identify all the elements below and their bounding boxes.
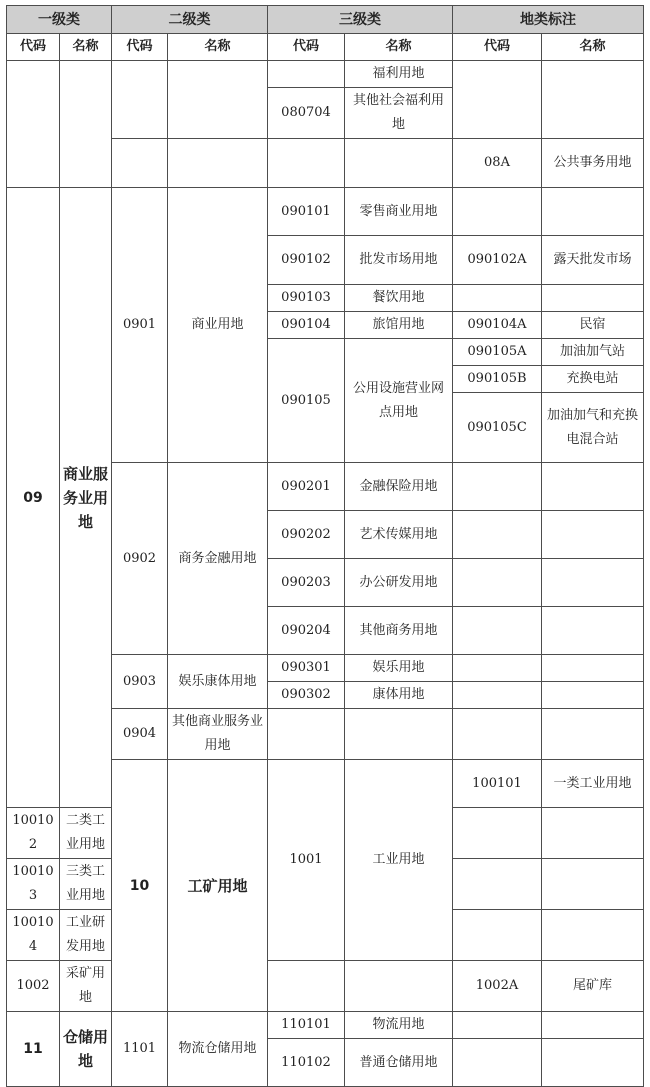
annotation-code-cell bbox=[453, 463, 542, 511]
level3-code-header: 代码 bbox=[268, 34, 345, 61]
level3-code-cell: 100101 bbox=[453, 760, 542, 808]
level2-name-cell: 娱乐康体用地 bbox=[168, 655, 268, 709]
level1-code-cell: 11 bbox=[7, 1012, 60, 1087]
level2-name-cell: 其他商业服务业用地 bbox=[168, 709, 268, 760]
level3-code-cell: 090203 bbox=[268, 559, 345, 607]
level3-code-cell: 090101 bbox=[268, 188, 345, 236]
level3-name-cell bbox=[345, 709, 453, 760]
level3-name-cell: 一类工业用地 bbox=[542, 760, 644, 808]
annotation-name-cell bbox=[542, 511, 644, 559]
level2-code-cell: 0901 bbox=[112, 188, 168, 463]
level3-name-cell: 普通仓储用地 bbox=[345, 1039, 453, 1087]
annotation-name-cell bbox=[542, 859, 644, 910]
level3-code-cell: 100102 bbox=[7, 808, 60, 859]
level2-name-cell bbox=[168, 61, 268, 139]
level2-code-header: 代码 bbox=[112, 34, 168, 61]
level2-name-cell: 商业用地 bbox=[168, 188, 268, 463]
annotation-name-cell: 公共事务用地 bbox=[542, 139, 644, 188]
table-row bbox=[7, 61, 644, 88]
level3-code-cell: 090102 bbox=[268, 236, 345, 285]
level2-code-cell: 0903 bbox=[112, 655, 168, 709]
table-row bbox=[7, 1012, 644, 1039]
level1-name-cell: 仓储用地 bbox=[60, 1012, 112, 1087]
level3-name-cell: 康体用地 bbox=[345, 682, 453, 709]
annotation-code-cell bbox=[453, 910, 542, 961]
level2-name-cell: 商务金融用地 bbox=[168, 463, 268, 655]
level2-code-cell bbox=[112, 61, 168, 139]
annotation-name-cell bbox=[542, 655, 644, 682]
annotation-name-cell bbox=[542, 559, 644, 607]
level3-code-cell: 090103 bbox=[268, 285, 345, 312]
level3-code-cell: 090204 bbox=[268, 607, 345, 655]
level1-name-cell: 工矿用地 bbox=[168, 760, 268, 1012]
level2-code-cell: 1002 bbox=[7, 961, 60, 1012]
level1-code-header: 代码 bbox=[7, 34, 60, 61]
level3-name-cell: 二类工业用地 bbox=[60, 808, 112, 859]
level3-code-cell bbox=[268, 61, 345, 88]
annotation-code-cell bbox=[453, 559, 542, 607]
annotation-name-cell bbox=[542, 607, 644, 655]
level3-code-cell: 110102 bbox=[268, 1039, 345, 1087]
level3-code-cell: 090202 bbox=[268, 511, 345, 559]
annotation-name-cell bbox=[542, 188, 644, 236]
annotation-code-cell: 08A bbox=[453, 139, 542, 188]
level3-name-cell: 公用设施营业网点用地 bbox=[345, 339, 453, 463]
level3-code-cell: 110101 bbox=[268, 1012, 345, 1039]
annotation-code-cell bbox=[453, 808, 542, 859]
level3-code-cell: 090302 bbox=[268, 682, 345, 709]
level3-name-cell: 物流用地 bbox=[345, 1012, 453, 1039]
annotation-name-cell bbox=[542, 682, 644, 709]
level2-code-cell: 0904 bbox=[112, 709, 168, 760]
level3-code-cell bbox=[268, 709, 345, 760]
annotation-name-cell: 加油加气和充换电混合站 bbox=[542, 393, 644, 463]
level3-code-cell: 090301 bbox=[268, 655, 345, 682]
level3-code-cell: 090104 bbox=[268, 312, 345, 339]
level3-name-cell: 工业研发用地 bbox=[60, 910, 112, 961]
annotation-name-cell bbox=[542, 463, 644, 511]
header-row-fields bbox=[7, 34, 644, 61]
annotation-name-cell bbox=[542, 61, 644, 139]
level3-name-cell: 三类工业用地 bbox=[60, 859, 112, 910]
annotation-name-cell: 民宿 bbox=[542, 312, 644, 339]
level2-code-cell: 1101 bbox=[112, 1012, 168, 1087]
level3-code-cell: 100103 bbox=[7, 859, 60, 910]
annotation-code-cell bbox=[453, 285, 542, 312]
level3-code-cell: 090105 bbox=[268, 339, 345, 463]
level3-code-cell: 100104 bbox=[7, 910, 60, 961]
annotation-name-cell: 露天批发市场 bbox=[542, 236, 644, 285]
level2-header: 二级类 bbox=[112, 6, 268, 34]
annotation-code-cell bbox=[453, 1039, 542, 1087]
annotation-name-cell bbox=[542, 1012, 644, 1039]
level3-name-cell: 批发市场用地 bbox=[345, 236, 453, 285]
level1-code-cell: 09 bbox=[7, 188, 60, 808]
level2-code-cell: 1001 bbox=[268, 760, 345, 961]
annotation-name-cell bbox=[542, 285, 644, 312]
annotation-code-cell: 090105A bbox=[453, 339, 542, 366]
level2-name-cell: 工业用地 bbox=[345, 760, 453, 961]
annotation-code-cell bbox=[453, 1012, 542, 1039]
annotation-code-cell: 090102A bbox=[453, 236, 542, 285]
level1-name-cell: 商业服务业用地 bbox=[60, 188, 112, 808]
level2-name-cell: 物流仓储用地 bbox=[168, 1012, 268, 1087]
level3-name-cell: 旅馆用地 bbox=[345, 312, 453, 339]
annotation-code-cell bbox=[453, 859, 542, 910]
level2-name-cell: 采矿用地 bbox=[60, 961, 112, 1012]
annotation-code-cell: 090104A bbox=[453, 312, 542, 339]
level3-code-cell bbox=[268, 961, 345, 1012]
level3-name-cell: 其他社会福利用地 bbox=[345, 88, 453, 139]
annotation-name-cell: 尾矿库 bbox=[542, 961, 644, 1012]
annotation-name-cell bbox=[542, 808, 644, 859]
level2-code-cell: 0902 bbox=[112, 463, 168, 655]
annotation-name-cell bbox=[542, 1039, 644, 1087]
annotation-code-header: 代码 bbox=[453, 34, 542, 61]
level2-name-cell bbox=[168, 139, 268, 188]
land-classification-table bbox=[6, 5, 644, 1087]
level3-code-cell bbox=[268, 139, 345, 188]
level3-name-cell: 办公研发用地 bbox=[345, 559, 453, 607]
level1-code-cell bbox=[7, 61, 60, 188]
table-row bbox=[7, 961, 644, 1012]
annotation-name-header: 名称 bbox=[542, 34, 644, 61]
annotation-name-cell: 加油加气站 bbox=[542, 339, 644, 366]
level3-name-cell: 餐饮用地 bbox=[345, 285, 453, 312]
level3-code-cell: 080704 bbox=[268, 88, 345, 139]
annotation-header: 地类标注 bbox=[453, 6, 644, 34]
annotation-code-cell: 090105C bbox=[453, 393, 542, 463]
annotation-code-cell bbox=[453, 607, 542, 655]
annotation-code-cell bbox=[453, 682, 542, 709]
annotation-code-cell bbox=[453, 511, 542, 559]
table-row bbox=[7, 188, 644, 236]
annotation-code-cell bbox=[453, 61, 542, 139]
level3-name-cell: 福利用地 bbox=[345, 61, 453, 88]
level1-code-cell: 10 bbox=[112, 760, 168, 1012]
header-row-level bbox=[7, 6, 644, 34]
annotation-name-cell: 充换电站 bbox=[542, 366, 644, 393]
level1-header: 一级类 bbox=[7, 6, 112, 34]
annotation-name-cell bbox=[542, 709, 644, 760]
annotation-code-cell bbox=[453, 188, 542, 236]
level3-code-cell: 090201 bbox=[268, 463, 345, 511]
level1-name-header: 名称 bbox=[60, 34, 112, 61]
level2-code-cell bbox=[112, 139, 168, 188]
annotation-code-cell bbox=[453, 709, 542, 760]
level3-name-cell: 金融保险用地 bbox=[345, 463, 453, 511]
level3-name-cell: 艺术传媒用地 bbox=[345, 511, 453, 559]
level3-name-header: 名称 bbox=[345, 34, 453, 61]
annotation-code-cell: 090105B bbox=[453, 366, 542, 393]
level3-name-cell bbox=[345, 961, 453, 1012]
annotation-code-cell: 1002A bbox=[453, 961, 542, 1012]
level3-name-cell: 零售商业用地 bbox=[345, 188, 453, 236]
level2-name-header: 名称 bbox=[168, 34, 268, 61]
level3-header: 三级类 bbox=[268, 6, 453, 34]
level3-name-cell: 其他商务用地 bbox=[345, 607, 453, 655]
level3-name-cell: 娱乐用地 bbox=[345, 655, 453, 682]
level3-name-cell bbox=[345, 139, 453, 188]
annotation-name-cell bbox=[542, 910, 644, 961]
annotation-code-cell bbox=[453, 655, 542, 682]
level1-name-cell bbox=[60, 61, 112, 188]
